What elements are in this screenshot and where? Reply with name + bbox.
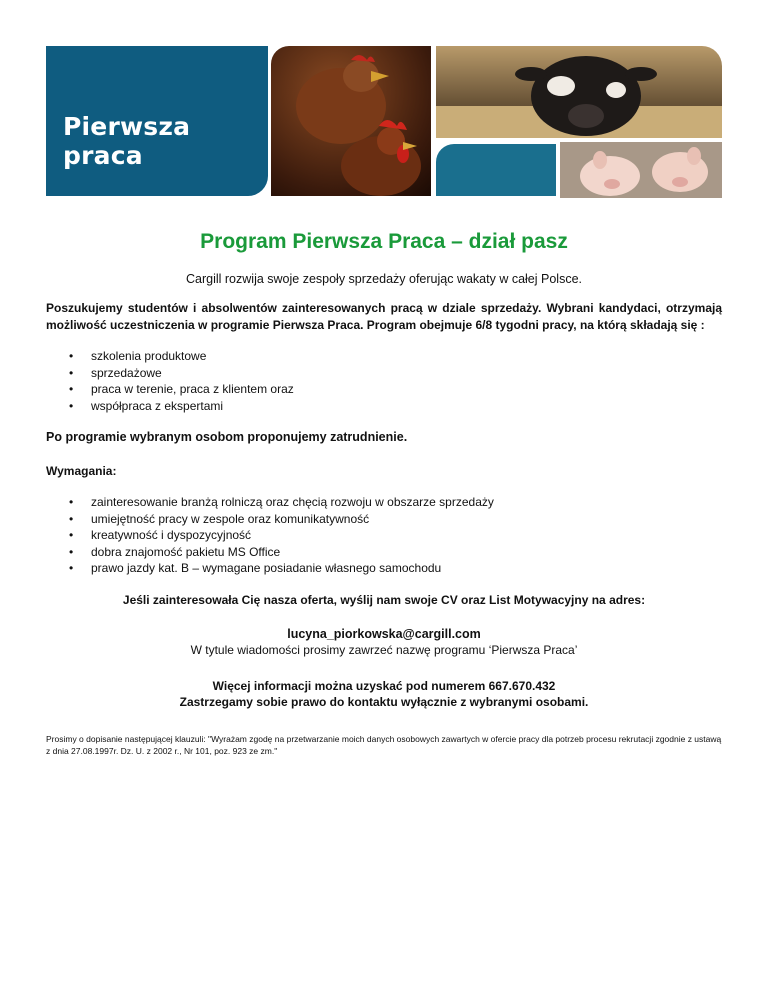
subject-note: W tytule wiadomości prosimy zawrzeć nazwę programu ‘Pierwsza Praca’	[190, 642, 578, 657]
list-item: • sprzedażowe	[91, 365, 722, 382]
contact-email[interactable]: lucyna_piorkowska@cargill.com	[287, 626, 481, 641]
pigs-photo	[560, 142, 722, 198]
list-item: • dobra znajomość pakietu MS Office	[91, 544, 722, 561]
calf-photo	[436, 46, 722, 138]
list-item: • umiejętność pracy w zespole oraz komunikatywność	[91, 511, 722, 528]
list-item: • prawo jazdy kat. B – wymagane posiadanie własnego samochodu	[91, 560, 722, 577]
requirements-heading: Wymagania:	[46, 464, 117, 478]
footer-clause: Prosimy o dopisanie następującej klauzuli: "Wyrażam zgodę na przetwarzanie moich danych osobowych zawartych w ofercie pracy dla potrzeb procesu rekrutacji zgodnie z ustawą z dnia 27.08.1997r. Dz. U. z 2002 r., Nr 101, poz. 923 ze zm."	[46, 733, 722, 756]
list-item: • szkolenia produktowe	[91, 348, 722, 365]
list-item: • współpraca z ekspertami	[91, 398, 722, 415]
banner-title: Pierwsza praca	[63, 112, 191, 170]
program-items-list	[46, 348, 722, 414]
program-description: Poszukujemy studentów i absolwentów zainteresowanych pracą w dziale sprzedaży. Wybrani kandydaci, otrzymają możliwość uczestniczenia w programie Pierwsza Praca. Program obejmuje 6/8 tygodni pracy, na którą składają się :	[46, 301, 722, 332]
header-banner	[46, 46, 722, 198]
hens-photo	[271, 46, 431, 196]
offer-title: Program Pierwsza Praca – dział pasz	[200, 230, 568, 253]
list-item: • zainteresowanie branżą rolniczą oraz chęcią rozwoju w obszarze sprzedaży	[91, 494, 722, 511]
apply-instruction: Jeśli zainteresowała Cię nasza oferta, wyślij nam swoje CV oraz List Motywacyjny na adres:	[122, 592, 646, 607]
info-line: Więcej informacji można uzyskać pod numerem 667.670.432	[212, 678, 556, 693]
reserve-line: Zastrzegamy sobie prawo do kontaktu wyłącznie z wybranymi osobami.	[179, 694, 589, 709]
list-item: • kreatywność i dyspozycyjność	[91, 527, 722, 544]
list-item: • praca w terenie, praca z klientem oraz	[91, 381, 722, 398]
employment-note: Po programie wybranym osobom proponujemy zatrudnienie.	[46, 430, 408, 444]
job-offer-content	[46, 222, 722, 757]
banner-title-panel	[46, 46, 268, 196]
requirements-list	[46, 494, 722, 577]
intro-text: Cargill rozwija swoje zespoły sprzedaży oferując wakaty w całej Polsce.	[186, 272, 582, 286]
banner-accent-block	[436, 144, 556, 196]
